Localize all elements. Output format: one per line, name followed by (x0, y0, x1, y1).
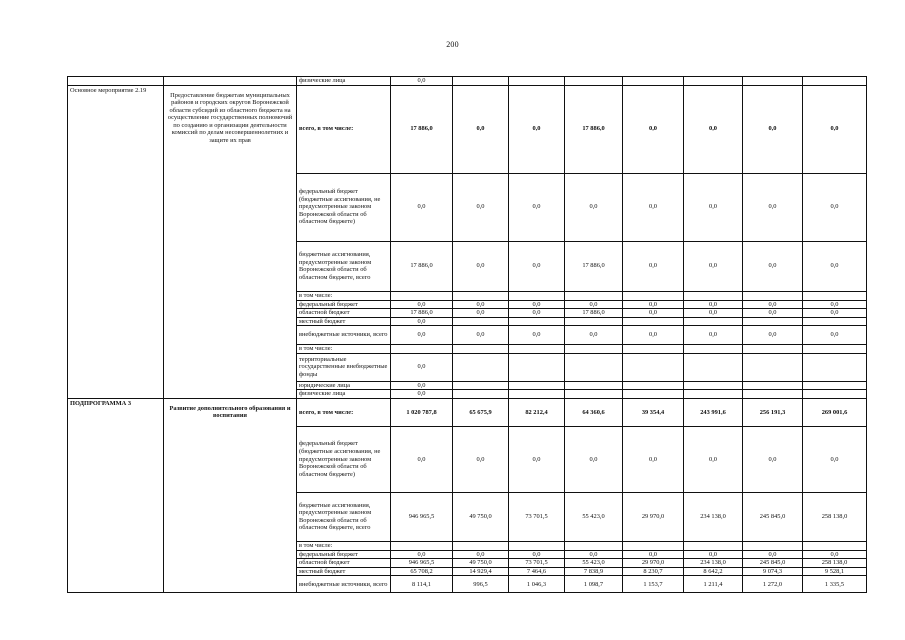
value-cell: 258 138,0 (803, 559, 867, 568)
value-cell: 0,0 (623, 550, 684, 559)
value-cell (684, 541, 743, 550)
value-cell (565, 381, 623, 390)
value-cell: 0,0 (453, 550, 509, 559)
value-cell: 0,0 (509, 309, 565, 318)
row-label: местный бюджет (297, 317, 391, 326)
value-cell: 17 886,0 (565, 241, 623, 291)
value-cell: 946 965,5 (391, 559, 453, 568)
value-cell (565, 541, 623, 550)
value-cell: 0,0 (803, 241, 867, 291)
value-cell: 0,0 (743, 173, 803, 241)
value-cell: 0,0 (803, 426, 867, 492)
total-value-cell: 0,0 (743, 85, 803, 173)
value-cell: 0,0 (684, 300, 743, 309)
value-cell (391, 291, 453, 300)
value-cell: 8 230,7 (623, 567, 684, 576)
value-cell: 1 335,5 (803, 576, 867, 593)
value-cell: 0,0 (684, 426, 743, 492)
value-cell: 0,0 (391, 173, 453, 241)
value-cell: 0,0 (391, 317, 453, 326)
value-cell (565, 390, 623, 399)
value-cell (453, 291, 509, 300)
value-cell (803, 390, 867, 399)
value-cell (509, 390, 565, 399)
value-cell: 0,0 (565, 300, 623, 309)
row-label: физические лица (297, 390, 391, 399)
value-cell: 0,0 (391, 300, 453, 309)
row-label: территориальные государственные внебюджетные фонды (297, 353, 391, 381)
total-label: всего, в том числе: (297, 85, 391, 173)
value-cell: 0,0 (565, 426, 623, 492)
value-cell (453, 541, 509, 550)
section-description: Предоставление бюджетам муниципальных районов и городских округов Воронежской области субсидий из областного бюджета на осуществление государственных полномочий по созданию и организации деятельности комиссий по делам несовершеннолетних и защите их прав (164, 85, 297, 398)
section-item: ПОДПРОГРАММА 3 (68, 398, 164, 593)
value-cell (565, 291, 623, 300)
total-value-cell: 0,0 (684, 85, 743, 173)
value-cell: 8 642,2 (684, 567, 743, 576)
value-cell: 0,0 (623, 300, 684, 309)
value-cell (684, 381, 743, 390)
row-label: внебюджетные источники, всего (297, 326, 391, 345)
total-value-cell: 0,0 (803, 85, 867, 173)
value-cell (391, 345, 453, 354)
row-label: местный бюджет (297, 567, 391, 576)
value-cell: 0,0 (391, 550, 453, 559)
value-cell (803, 317, 867, 326)
value-cell: 9 074,3 (743, 567, 803, 576)
value-cell: 0,0 (743, 300, 803, 309)
value-cell: 0,0 (684, 241, 743, 291)
value-cell: 0,0 (684, 173, 743, 241)
value-cell (623, 77, 684, 86)
value-cell: 7 464,6 (509, 567, 565, 576)
total-value-cell: 39 354,4 (623, 398, 684, 426)
value-cell (509, 345, 565, 354)
value-cell: 0,0 (509, 173, 565, 241)
value-cell: 0,0 (684, 326, 743, 345)
value-cell (509, 291, 565, 300)
value-cell (453, 345, 509, 354)
value-cell: 1 272,0 (743, 576, 803, 593)
value-cell (623, 390, 684, 399)
section-description: Развитие дополнительного образования и воспитания (164, 398, 297, 593)
value-cell (803, 345, 867, 354)
value-cell: 73 701,5 (509, 559, 565, 568)
value-cell (743, 345, 803, 354)
value-cell (623, 345, 684, 354)
row-label: областной бюджет (297, 309, 391, 318)
value-cell: 0,0 (509, 300, 565, 309)
total-value-cell: 17 886,0 (391, 85, 453, 173)
value-cell: 0,0 (743, 326, 803, 345)
value-cell: 0,0 (453, 309, 509, 318)
value-cell (803, 291, 867, 300)
page-number: 200 (446, 40, 459, 49)
total-value-cell: 256 191,3 (743, 398, 803, 426)
total-label: всего, в том числе: (297, 398, 391, 426)
row-label: в том числе: (297, 291, 391, 300)
value-cell: 8 114,1 (391, 576, 453, 593)
value-cell (743, 541, 803, 550)
value-cell: 1 153,7 (623, 576, 684, 593)
value-cell: 0,0 (623, 173, 684, 241)
value-cell: 0,0 (743, 241, 803, 291)
value-cell: 0,0 (391, 390, 453, 399)
value-cell: 1 046,3 (509, 576, 565, 593)
value-cell: 234 138,0 (684, 559, 743, 568)
value-cell: 245 845,0 (743, 559, 803, 568)
value-cell (684, 317, 743, 326)
value-cell (743, 317, 803, 326)
value-cell: 0,0 (453, 300, 509, 309)
value-cell (803, 353, 867, 381)
value-cell: 55 423,0 (565, 492, 623, 541)
value-cell: 1 211,4 (684, 576, 743, 593)
value-cell: 0,0 (509, 241, 565, 291)
value-cell (623, 381, 684, 390)
value-cell (743, 291, 803, 300)
value-cell (509, 353, 565, 381)
value-cell (453, 390, 509, 399)
row-label: бюджетные ассигнования, предусмотренные законом Воронежской области об областном бюджете, всего (297, 241, 391, 291)
value-cell: 234 138,0 (684, 492, 743, 541)
budget-table (67, 76, 867, 593)
value-cell: 0,0 (684, 309, 743, 318)
value-cell: 0,0 (509, 326, 565, 345)
row-label: федеральный бюджет (бюджетные ассигнования, не предусмотренные законом Воронежской области об областном бюджете) (297, 173, 391, 241)
value-cell (684, 291, 743, 300)
value-cell (453, 353, 509, 381)
table-row (68, 77, 867, 86)
total-value-cell: 1 020 787,8 (391, 398, 453, 426)
total-value-cell: 82 212,4 (509, 398, 565, 426)
row-label: в том числе: (297, 345, 391, 354)
row-label: федеральный бюджет (297, 300, 391, 309)
value-cell (623, 541, 684, 550)
value-cell: 0,0 (453, 241, 509, 291)
value-cell (509, 317, 565, 326)
value-cell: 0,0 (623, 426, 684, 492)
section-item: Основное мероприятие 2.19 (68, 85, 164, 398)
value-cell: 0,0 (803, 326, 867, 345)
value-cell: 0,0 (743, 550, 803, 559)
value-cell: 946 965,5 (391, 492, 453, 541)
value-cell: 1 098,7 (565, 576, 623, 593)
value-cell: 0,0 (623, 326, 684, 345)
description-cell-empty (164, 77, 297, 86)
value-cell: 0,0 (391, 353, 453, 381)
value-cell (743, 77, 803, 86)
value-cell (684, 345, 743, 354)
row-label: областной бюджет (297, 559, 391, 568)
value-cell: 245 845,0 (743, 492, 803, 541)
value-cell: 0,0 (509, 426, 565, 492)
value-cell: 0,0 (391, 77, 453, 86)
value-cell: 7 838,9 (565, 567, 623, 576)
value-cell: 17 886,0 (391, 309, 453, 318)
value-cell (623, 291, 684, 300)
value-cell (565, 317, 623, 326)
table-row (68, 85, 867, 173)
value-cell (453, 77, 509, 86)
value-cell: 14 929,4 (453, 567, 509, 576)
value-cell: 9 528,1 (803, 567, 867, 576)
value-cell: 0,0 (391, 426, 453, 492)
value-cell: 55 423,0 (565, 559, 623, 568)
total-value-cell: 0,0 (509, 85, 565, 173)
total-value-cell: 65 675,9 (453, 398, 509, 426)
value-cell: 0,0 (453, 326, 509, 345)
value-cell: 0,0 (803, 550, 867, 559)
value-cell: 0,0 (453, 426, 509, 492)
table-row (68, 398, 867, 426)
item-cell-empty (68, 77, 164, 86)
value-cell: 0,0 (565, 173, 623, 241)
value-cell: 49 750,0 (453, 492, 509, 541)
value-cell (391, 541, 453, 550)
value-cell: 996,5 (453, 576, 509, 593)
value-cell (803, 381, 867, 390)
row-label: физические лица (297, 77, 391, 86)
value-cell (453, 317, 509, 326)
value-cell (684, 390, 743, 399)
value-cell: 0,0 (391, 381, 453, 390)
value-cell (509, 381, 565, 390)
row-label: федеральный бюджет (297, 550, 391, 559)
value-cell: 17 886,0 (565, 309, 623, 318)
value-cell: 17 886,0 (391, 241, 453, 291)
value-cell: 0,0 (623, 241, 684, 291)
value-cell (509, 541, 565, 550)
value-cell: 0,0 (743, 426, 803, 492)
value-cell: 0,0 (453, 173, 509, 241)
row-label: юридические лица (297, 381, 391, 390)
value-cell: 0,0 (565, 326, 623, 345)
value-cell (684, 77, 743, 86)
total-value-cell: 0,0 (453, 85, 509, 173)
total-value-cell: 269 001,6 (803, 398, 867, 426)
value-cell (803, 77, 867, 86)
value-cell: 65 708,2 (391, 567, 453, 576)
value-cell (565, 353, 623, 381)
value-cell: 49 750,0 (453, 559, 509, 568)
value-cell (565, 345, 623, 354)
value-cell (565, 77, 623, 86)
value-cell: 0,0 (743, 309, 803, 318)
row-label: федеральный бюджет (бюджетные ассигнования, не предусмотренные законом Воронежской области об областном бюджете) (297, 426, 391, 492)
value-cell (743, 353, 803, 381)
value-cell: 0,0 (803, 300, 867, 309)
value-cell (803, 541, 867, 550)
row-label: внебюджетные источники, всего (297, 576, 391, 593)
value-cell: 29 970,0 (623, 559, 684, 568)
row-label: в том числе: (297, 541, 391, 550)
total-value-cell: 0,0 (623, 85, 684, 173)
total-value-cell: 64 360,6 (565, 398, 623, 426)
value-cell (623, 353, 684, 381)
value-cell (743, 381, 803, 390)
row-label: бюджетные ассигнования, предусмотренные законом Воронежской области об областном бюджете, всего (297, 492, 391, 541)
value-cell: 0,0 (565, 550, 623, 559)
value-cell (623, 317, 684, 326)
value-cell: 0,0 (391, 326, 453, 345)
total-value-cell: 17 886,0 (565, 85, 623, 173)
value-cell: 0,0 (803, 173, 867, 241)
value-cell: 258 138,0 (803, 492, 867, 541)
value-cell: 0,0 (623, 309, 684, 318)
value-cell: 29 970,0 (623, 492, 684, 541)
value-cell: 0,0 (803, 309, 867, 318)
value-cell: 0,0 (509, 550, 565, 559)
value-cell (743, 390, 803, 399)
total-value-cell: 243 991,6 (684, 398, 743, 426)
value-cell: 73 701,5 (509, 492, 565, 541)
value-cell (509, 77, 565, 86)
value-cell (684, 353, 743, 381)
value-cell: 0,0 (684, 550, 743, 559)
value-cell (453, 381, 509, 390)
